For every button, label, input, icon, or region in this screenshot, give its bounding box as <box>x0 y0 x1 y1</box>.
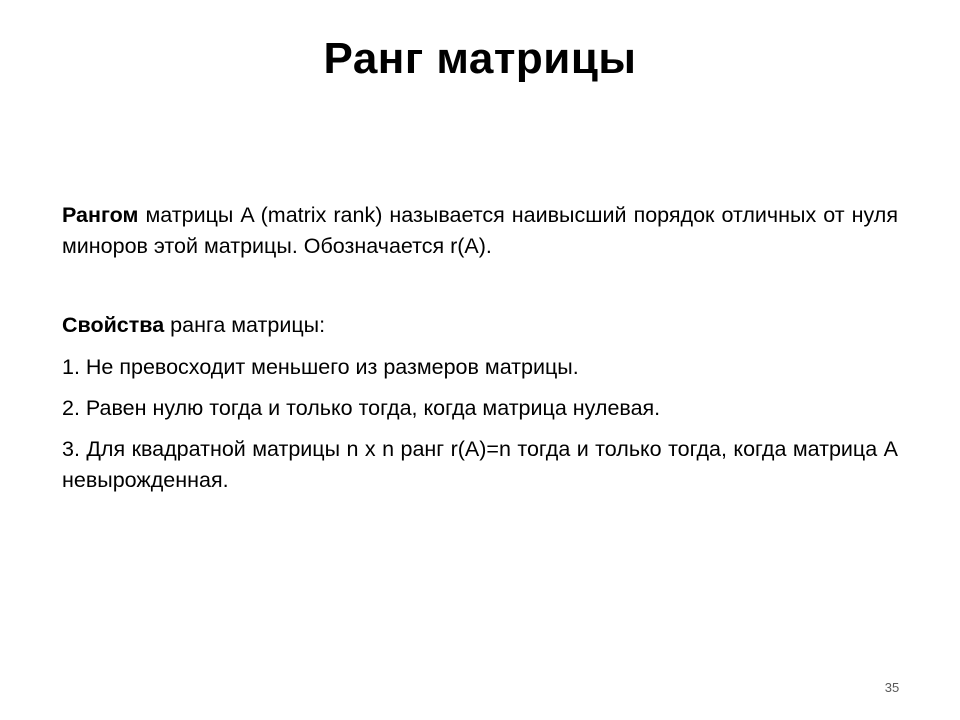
property-item-1: 1. Не превосходит меньшего из размеров матрицы. <box>62 355 579 379</box>
property-item-2: 2. Равен нулю тогда и только тогда, когда матрица нулевая. <box>62 396 661 420</box>
properties-text: ранга матрицы: <box>164 313 326 337</box>
slide-content <box>62 200 898 506</box>
property-item-3: 3. Для квадратной матрицы n x n ранг r(A)=n тогда и только тогда, когда матрица A невырожденная. <box>62 437 898 492</box>
page-number: 35 <box>884 680 900 695</box>
properties-term: Свойства <box>62 313 165 337</box>
definition-paragraph <box>62 200 898 262</box>
definition-term: Рангом <box>62 203 139 227</box>
definition-text: матрицы A (matrix rank) называется наивысший порядок отличных от нуля миноров этой матрицы. Обозначается r(A). <box>62 203 898 258</box>
slide-title: Ранг матрицы <box>323 34 637 83</box>
properties-heading <box>62 310 898 341</box>
